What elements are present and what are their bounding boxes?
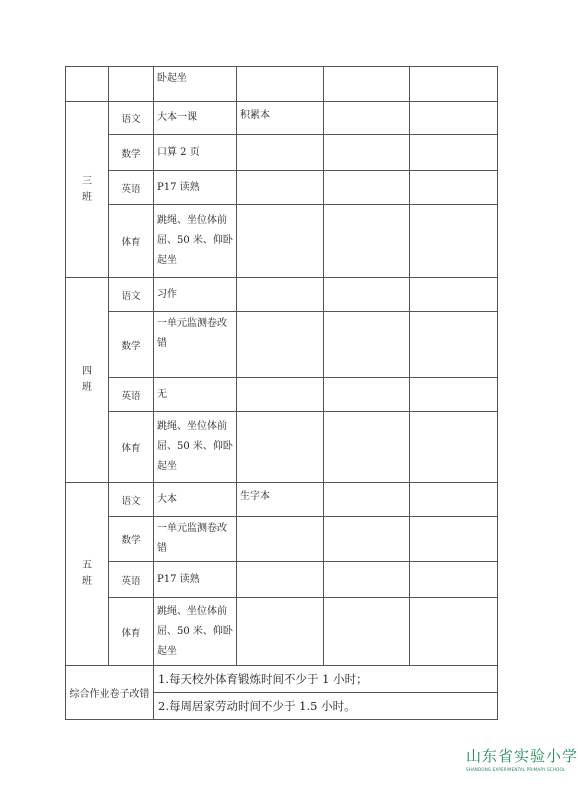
empty-cell bbox=[324, 278, 410, 312]
homework-cell: P17 读熟 bbox=[154, 171, 237, 205]
empty-cell bbox=[324, 102, 410, 135]
homework-cell: 跳绳、坐位体前屈、50 米、仰卧起坐 bbox=[154, 598, 237, 666]
empty-cell bbox=[410, 67, 498, 102]
subject-cell: 语文 bbox=[109, 278, 154, 312]
table-row bbox=[66, 412, 498, 483]
subject-cell: 英语 bbox=[109, 378, 154, 412]
empty-cell bbox=[410, 412, 498, 483]
empty-cell bbox=[410, 205, 498, 278]
subject-cell: 体育 bbox=[109, 412, 154, 483]
summary-notes bbox=[154, 666, 498, 720]
tool-cell bbox=[237, 312, 324, 378]
subject-cell: 数学 bbox=[109, 312, 154, 378]
empty-cell bbox=[410, 102, 498, 135]
homework-cell: 无 bbox=[154, 378, 237, 412]
empty-cell bbox=[324, 378, 410, 412]
subject-cell: 语文 bbox=[109, 483, 154, 517]
subject-cell: 体育 bbox=[109, 598, 154, 666]
tool-cell bbox=[237, 517, 324, 562]
homework-cell: P17 读熟 bbox=[154, 562, 237, 598]
homework-cell: 跳绳、坐位体前屈、50 米、仰卧起坐 bbox=[154, 412, 237, 483]
empty-cell bbox=[410, 378, 498, 412]
school-logo-name: 山东省实验小学 bbox=[466, 747, 578, 765]
note-line: 1.每天校外体育锻炼时间不少于 1 小时； bbox=[154, 666, 497, 693]
homework-cell: 跳绳、坐位体前屈、50 米、仰卧起坐 bbox=[154, 205, 237, 278]
class-label-5: 五 班 bbox=[66, 483, 109, 666]
tool-cell bbox=[237, 378, 324, 412]
homework-table bbox=[65, 66, 498, 720]
empty-cell bbox=[324, 312, 410, 378]
homework-cell: 习作 bbox=[154, 278, 237, 312]
table-row bbox=[66, 483, 498, 517]
empty-cell bbox=[324, 598, 410, 666]
class-label-4: 四 班 bbox=[66, 278, 109, 483]
table-row bbox=[66, 135, 498, 171]
table-row bbox=[66, 312, 498, 378]
class-label-3: 三 班 bbox=[66, 102, 109, 278]
subject-cell: 数学 bbox=[109, 135, 154, 171]
empty-cell bbox=[410, 598, 498, 666]
class-cell bbox=[66, 67, 109, 102]
homework-cell: 卧起坐 bbox=[154, 67, 237, 102]
empty-cell bbox=[324, 517, 410, 562]
subject-cell bbox=[109, 67, 154, 102]
table-row bbox=[66, 278, 498, 312]
subject-cell: 英语 bbox=[109, 171, 154, 205]
empty-cell bbox=[324, 67, 410, 102]
homework-cell: 一单元监测卷改错 bbox=[154, 517, 237, 562]
tool-cell bbox=[237, 67, 324, 102]
table-row bbox=[66, 517, 498, 562]
tool-cell bbox=[237, 205, 324, 278]
table-row bbox=[66, 102, 498, 135]
summary-label: 综合作业卷子改错 bbox=[66, 666, 154, 720]
homework-cell: 一单元监测卷改错 bbox=[154, 312, 237, 378]
table-row bbox=[66, 171, 498, 205]
tool-cell bbox=[237, 278, 324, 312]
note-line: 2.每周居家劳动时间不少于 1.5 小时。 bbox=[158, 699, 356, 713]
homework-cell: 口算 2 页 bbox=[154, 135, 237, 171]
tool-cell bbox=[237, 562, 324, 598]
school-logo-subtitle: SHANDONG EXPERIMENTAL PRIMARY SCHOOL bbox=[466, 767, 566, 772]
table-row bbox=[66, 562, 498, 598]
homework-cell: 大本 bbox=[154, 483, 237, 517]
empty-cell bbox=[324, 171, 410, 205]
school-logo bbox=[466, 745, 578, 789]
empty-cell bbox=[410, 562, 498, 598]
empty-cell bbox=[324, 205, 410, 278]
summary-row bbox=[66, 666, 498, 720]
table-row bbox=[66, 205, 498, 278]
tool-cell bbox=[237, 135, 324, 171]
empty-cell bbox=[324, 135, 410, 171]
subject-cell: 英语 bbox=[109, 562, 154, 598]
empty-cell bbox=[410, 278, 498, 312]
empty-cell bbox=[410, 171, 498, 205]
table-row bbox=[66, 598, 498, 666]
table-row bbox=[66, 378, 498, 412]
subject-cell: 体育 bbox=[109, 205, 154, 278]
homework-cell: 大本一课 bbox=[154, 102, 237, 135]
empty-cell bbox=[410, 517, 498, 562]
tool-cell: 生字本 bbox=[237, 483, 324, 517]
tool-cell bbox=[237, 598, 324, 666]
empty-cell bbox=[410, 135, 498, 171]
tool-cell bbox=[237, 171, 324, 205]
subject-cell: 语文 bbox=[109, 102, 154, 135]
empty-cell bbox=[324, 562, 410, 598]
tool-cell: 积累本 bbox=[237, 102, 324, 135]
empty-cell bbox=[324, 412, 410, 483]
table-row bbox=[66, 67, 498, 102]
empty-cell bbox=[324, 483, 410, 517]
subject-cell: 数学 bbox=[109, 517, 154, 562]
tool-cell bbox=[237, 412, 324, 483]
empty-cell bbox=[410, 312, 498, 378]
empty-cell bbox=[410, 483, 498, 517]
